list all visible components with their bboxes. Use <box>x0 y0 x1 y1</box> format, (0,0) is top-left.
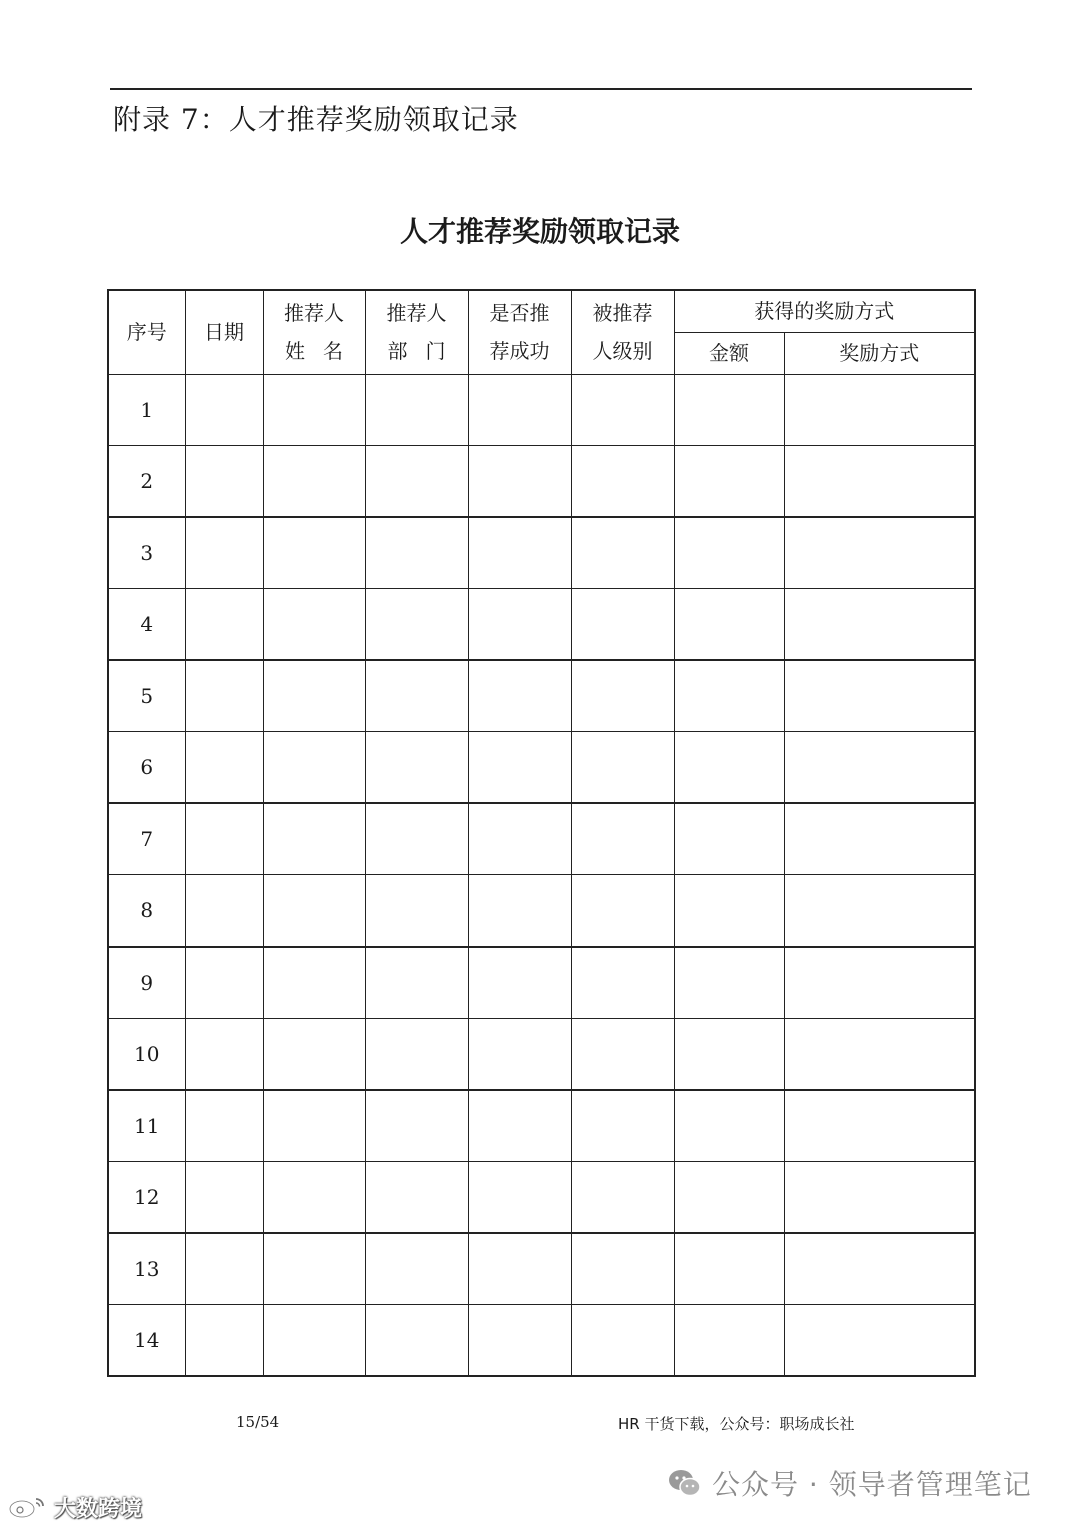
level-cell[interactable] <box>571 1233 674 1305</box>
referrer-name-cell[interactable] <box>263 1304 365 1376</box>
date-cell[interactable] <box>185 589 263 661</box>
reward-method-cell[interactable] <box>784 1304 975 1376</box>
wechat-watermark-text: 公众号 · 领导者管理笔记 <box>712 1468 1032 1501</box>
table-row <box>108 875 975 947</box>
date-cell[interactable] <box>185 1161 263 1233</box>
referrer-dept-cell[interactable] <box>365 1161 468 1233</box>
date-cell[interactable] <box>185 1090 263 1162</box>
header-success-line1: 是否推 <box>489 301 550 326</box>
success-cell[interactable] <box>468 1161 571 1233</box>
referrer-dept-cell[interactable] <box>365 803 468 875</box>
referrer-dept-cell[interactable] <box>365 517 468 589</box>
reward-method-cell[interactable] <box>784 589 975 661</box>
header-amount: 金额 <box>674 332 784 374</box>
wechat-icon <box>668 1468 702 1498</box>
header-referrer-name-line1: 推荐人 <box>284 301 344 326</box>
date-cell[interactable] <box>185 1304 263 1376</box>
table-row <box>108 732 975 804</box>
appendix-heading: 附录 7：人才推荐奖励领取记录 <box>113 103 519 136</box>
amount-cell[interactable] <box>674 1233 784 1305</box>
table-row <box>108 446 975 518</box>
table-row <box>108 803 975 875</box>
referrer-dept-cell[interactable] <box>365 374 468 446</box>
header-reward-method: 奖励方式 <box>784 332 975 374</box>
header-seq: 序号 <box>108 290 185 374</box>
header-success-line2: 荐成功 <box>489 339 550 364</box>
referrer-name-cell[interactable] <box>263 517 365 589</box>
header-rule <box>110 88 972 90</box>
referrer-name-cell[interactable] <box>263 1233 365 1305</box>
level-cell[interactable] <box>571 1018 674 1090</box>
reward-record-table <box>107 289 976 1377</box>
reward-method-cell[interactable] <box>784 1161 975 1233</box>
page-number: 15/54 <box>236 1413 280 1431</box>
success-cell[interactable] <box>468 660 571 732</box>
referrer-name-cell[interactable] <box>263 446 365 518</box>
level-cell[interactable] <box>571 803 674 875</box>
referrer-dept-cell[interactable] <box>365 732 468 804</box>
row-number: 5 <box>108 660 185 732</box>
reward-method-cell[interactable] <box>784 1018 975 1090</box>
table-row <box>108 1233 975 1305</box>
referrer-dept-cell[interactable] <box>365 1018 468 1090</box>
referrer-dept-cell[interactable] <box>365 1304 468 1376</box>
amount-cell[interactable] <box>674 947 784 1019</box>
date-cell[interactable] <box>185 660 263 732</box>
date-cell[interactable] <box>185 517 263 589</box>
amount-cell[interactable] <box>674 374 784 446</box>
reward-method-cell[interactable] <box>784 875 975 947</box>
success-cell[interactable] <box>468 732 571 804</box>
row-number: 8 <box>108 875 185 947</box>
header-success <box>468 290 571 374</box>
header-referrer-name <box>263 290 365 374</box>
referrer-name-cell[interactable] <box>263 1090 365 1162</box>
referrer-dept-cell[interactable] <box>365 660 468 732</box>
row-number: 6 <box>108 732 185 804</box>
referrer-name-cell[interactable] <box>263 947 365 1019</box>
level-cell[interactable] <box>571 732 674 804</box>
referrer-dept-cell[interactable] <box>365 446 468 518</box>
referrer-name-cell[interactable] <box>263 660 365 732</box>
row-number: 2 <box>108 446 185 518</box>
row-number: 12 <box>108 1161 185 1233</box>
amount-cell[interactable] <box>674 875 784 947</box>
row-number: 14 <box>108 1304 185 1376</box>
date-cell[interactable] <box>185 947 263 1019</box>
referrer-name-cell[interactable] <box>263 803 365 875</box>
row-number: 13 <box>108 1233 185 1305</box>
success-cell[interactable] <box>468 947 571 1019</box>
referrer-name-cell[interactable] <box>263 1018 365 1090</box>
reward-method-cell[interactable] <box>784 446 975 518</box>
referrer-dept-cell[interactable] <box>365 875 468 947</box>
header-date: 日期 <box>185 290 263 374</box>
document-title: 人才推荐奖励领取记录 <box>399 215 680 248</box>
referrer-name-cell[interactable] <box>263 374 365 446</box>
header-referrer-name-line2: 姓名 <box>285 339 361 364</box>
success-cell[interactable] <box>468 875 571 947</box>
wechat-watermark <box>668 1463 1032 1503</box>
amount-cell[interactable] <box>674 803 784 875</box>
referrer-dept-cell[interactable] <box>365 947 468 1019</box>
weibo-watermark-text: 大数跨境 <box>54 1496 143 1522</box>
amount-cell[interactable] <box>674 1018 784 1090</box>
level-cell[interactable] <box>571 374 674 446</box>
date-cell[interactable] <box>185 374 263 446</box>
table-row <box>108 1018 975 1090</box>
level-cell[interactable] <box>571 1161 674 1233</box>
referrer-name-cell[interactable] <box>263 732 365 804</box>
referrer-name-cell[interactable] <box>263 589 365 661</box>
table-row <box>108 374 975 446</box>
reward-method-cell[interactable] <box>784 732 975 804</box>
row-number: 11 <box>108 1090 185 1162</box>
row-number: 3 <box>108 517 185 589</box>
row-number: 7 <box>108 803 185 875</box>
amount-cell[interactable] <box>674 517 784 589</box>
header-referrer-dept-line2: 部门 <box>387 339 464 364</box>
success-cell[interactable] <box>468 374 571 446</box>
success-cell[interactable] <box>468 1304 571 1376</box>
level-cell[interactable] <box>571 660 674 732</box>
table-row <box>108 517 975 589</box>
level-cell[interactable] <box>571 517 674 589</box>
success-cell[interactable] <box>468 446 571 518</box>
table-row <box>108 1161 975 1233</box>
success-cell[interactable] <box>468 589 571 661</box>
level-cell[interactable] <box>571 589 674 661</box>
reward-method-cell[interactable] <box>784 947 975 1019</box>
table-row <box>108 660 975 732</box>
level-cell[interactable] <box>571 1304 674 1376</box>
header-level-line1: 被推荐 <box>592 301 653 326</box>
reward-method-cell[interactable] <box>784 517 975 589</box>
date-cell[interactable] <box>185 1233 263 1305</box>
table-row <box>108 1090 975 1162</box>
header-reward-group: 获得的奖励方式 <box>674 290 975 332</box>
table-row <box>108 589 975 661</box>
header-level <box>571 290 674 374</box>
reward-method-cell[interactable] <box>784 803 975 875</box>
weibo-watermark <box>8 1492 142 1522</box>
row-number: 9 <box>108 947 185 1019</box>
date-cell[interactable] <box>185 446 263 518</box>
amount-cell[interactable] <box>674 1161 784 1233</box>
row-number: 10 <box>108 1018 185 1090</box>
reward-method-cell[interactable] <box>784 374 975 446</box>
amount-cell[interactable] <box>674 660 784 732</box>
header-referrer-dept-line1: 推荐人 <box>386 301 447 326</box>
level-cell[interactable] <box>571 446 674 518</box>
amount-cell[interactable] <box>674 1304 784 1376</box>
date-cell[interactable] <box>185 875 263 947</box>
table-row <box>108 1304 975 1376</box>
header-level-line2: 人级别 <box>592 339 653 364</box>
level-cell[interactable] <box>571 947 674 1019</box>
amount-cell[interactable] <box>674 589 784 661</box>
success-cell[interactable] <box>468 1233 571 1305</box>
referrer-name-cell[interactable] <box>263 1161 365 1233</box>
level-cell[interactable] <box>571 1090 674 1162</box>
referrer-dept-cell[interactable] <box>365 1233 468 1305</box>
referrer-name-cell[interactable] <box>263 875 365 947</box>
table-row <box>108 947 975 1019</box>
success-cell[interactable] <box>468 517 571 589</box>
row-number: 1 <box>108 374 185 446</box>
row-number: 4 <box>108 589 185 661</box>
success-cell[interactable] <box>468 803 571 875</box>
table-body <box>108 374 975 1376</box>
level-cell[interactable] <box>571 875 674 947</box>
amount-cell[interactable] <box>674 1090 784 1162</box>
weibo-icon <box>8 1494 48 1520</box>
referrer-dept-cell[interactable] <box>365 1090 468 1162</box>
date-cell[interactable] <box>185 1018 263 1090</box>
date-cell[interactable] <box>185 803 263 875</box>
reward-method-cell[interactable] <box>784 1233 975 1305</box>
success-cell[interactable] <box>468 1018 571 1090</box>
date-cell[interactable] <box>185 732 263 804</box>
success-cell[interactable] <box>468 1090 571 1162</box>
amount-cell[interactable] <box>674 446 784 518</box>
referrer-dept-cell[interactable] <box>365 589 468 661</box>
footer-note: HR 干货下载，公众号：职场成长社 <box>618 1415 855 1433</box>
reward-method-cell[interactable] <box>784 660 975 732</box>
amount-cell[interactable] <box>674 732 784 804</box>
reward-method-cell[interactable] <box>784 1090 975 1162</box>
header-referrer-dept <box>365 290 468 374</box>
